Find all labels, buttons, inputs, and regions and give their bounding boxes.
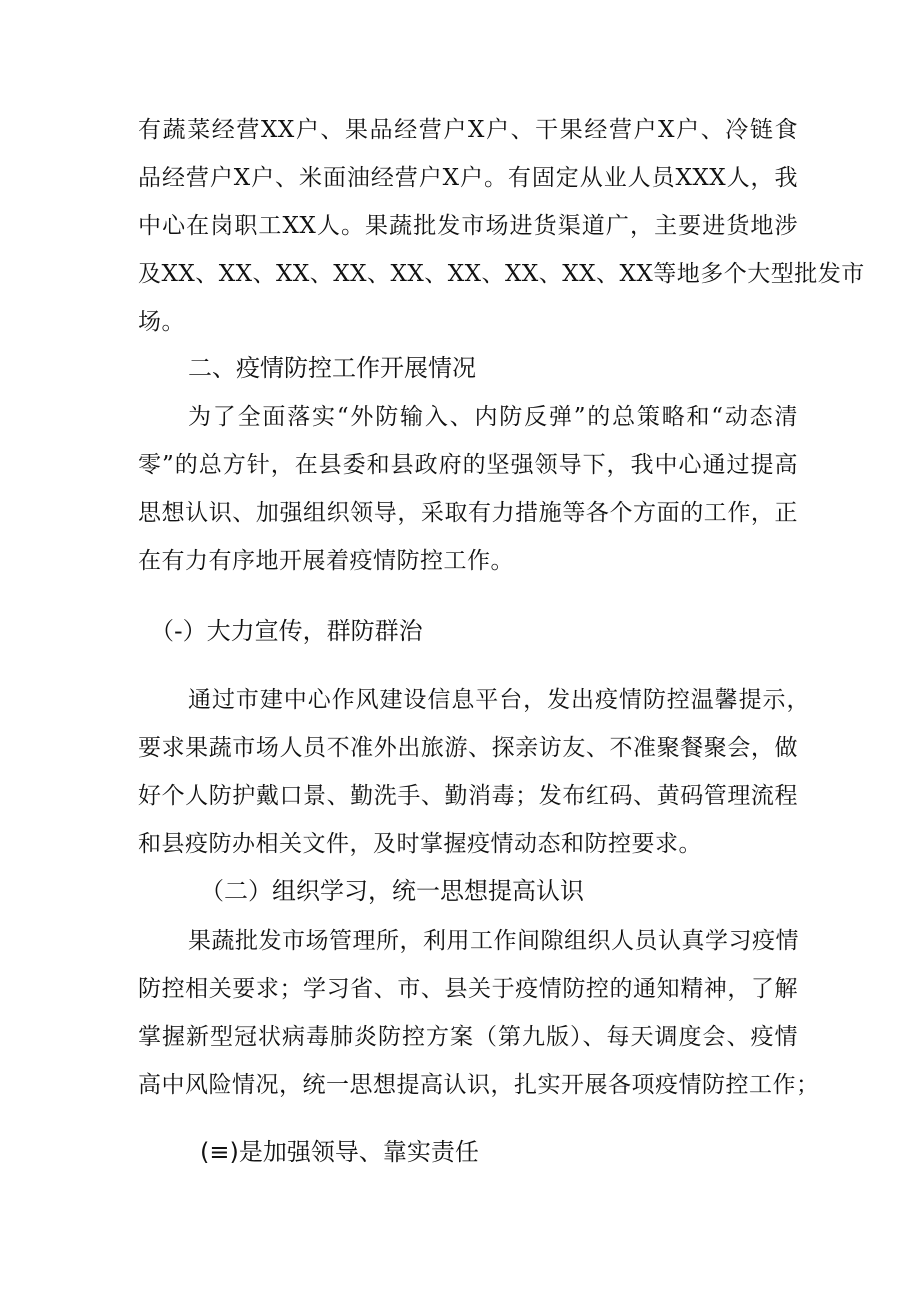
- subsection-heading: (≡)是加强领导、靠实责任: [200, 1138, 479, 1166]
- paragraph-line: 场。: [138, 309, 185, 335]
- section-heading: 二、疫情防控工作开展情况: [188, 354, 476, 382]
- paragraph-line: 品经营户X户、米面油经营户X户。有固定从业人员XXX人，我: [138, 165, 798, 191]
- paragraph-line: 有蔬菜经营XX户、果品经营户X户、干果经营户X户、冷链食: [138, 117, 798, 143]
- paragraph-line: 为了全面落实“外防输入、内防反弹”的总策略和“动态清: [188, 404, 798, 430]
- paragraph-line: 中心在岗职工XX人。果蔬批发市场进货渠道广，主要进货地涉: [138, 213, 798, 239]
- paragraph-line: 掌握新型冠状病毒肺炎防控方案（第九版）、每天调度会、疫情: [138, 1024, 798, 1050]
- paragraph-line: 通过市建中心作风建设信息平台，发出疫情防控温馨提示，: [188, 687, 810, 713]
- paragraph-line: 高中风险情况，统一思想提高认识，扎实开展各项疫情防控工作；: [138, 1072, 820, 1098]
- subsection-heading: （二）组织学习，统一思想提高认识: [200, 877, 584, 905]
- paragraph-line: 及XX、XX、XX、XX、XX、XX、XX、XX、XX等地多个大型批发市: [138, 261, 865, 287]
- paragraph-line: 防控相关要求；学习省、市、县关于疫情防控的通知精神，了解: [138, 976, 798, 1002]
- paragraph-line: 在有力有序地开展着疫情防控工作。: [138, 548, 514, 574]
- paragraph-line: 和县疫防办相关文件，及时掌握疫情动态和防控要求。: [138, 831, 702, 857]
- paragraph-line: 零”的总方针，在县委和县政府的坚强领导下，我中心通过提高: [138, 452, 798, 478]
- subsection-heading: （-）大力宣传，群防群治: [150, 617, 423, 645]
- paragraph-line: 果蔬批发市场管理所，利用工作间隙组织人员认真学习疫情: [188, 928, 799, 954]
- paragraph-line: 思想认识、加强组织领导，采取有力措施等各个方面的工作，正: [138, 500, 798, 526]
- paragraph-line: 好个人防护戴口景、勤洗手、勤消毒；发布红码、黄码管理流程: [138, 783, 798, 809]
- paragraph-line: 要求果蔬市场人员不准外出旅游、探亲访友、不准聚餐聚会，做: [138, 735, 798, 761]
